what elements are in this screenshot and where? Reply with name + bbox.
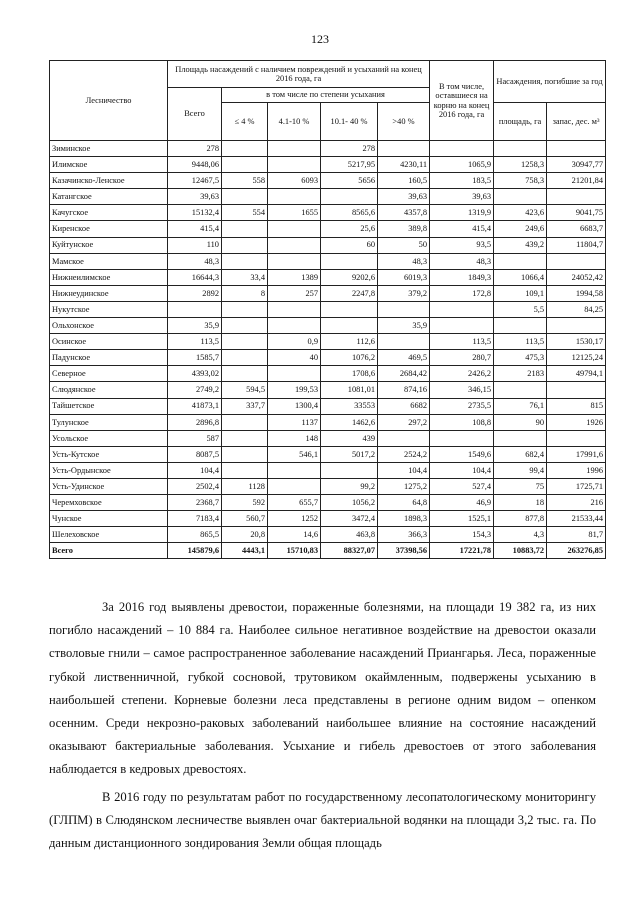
value-cell: 48,3 <box>378 253 430 269</box>
value-cell: 5,5 <box>494 301 547 317</box>
value-cell: 9041,75 <box>547 205 606 221</box>
value-cell: 113,5 <box>168 334 222 350</box>
forestry-name-cell: Мамское <box>50 253 168 269</box>
table-row <box>50 430 606 446</box>
forestry-name-cell: Шелеховское <box>50 527 168 543</box>
forestry-damage-table <box>49 60 606 559</box>
value-cell <box>222 157 268 173</box>
value-cell: 4443,1 <box>222 543 268 559</box>
value-cell: 346,15 <box>430 382 494 398</box>
value-cell: 199,53 <box>268 382 321 398</box>
paragraph-monitoring <box>49 786 596 856</box>
table-row <box>50 478 606 494</box>
table-row <box>50 398 606 414</box>
forestry-name-cell: Тайшетское <box>50 398 168 414</box>
value-cell: 6683,7 <box>547 221 606 237</box>
value-cell: 21533,44 <box>547 511 606 527</box>
value-cell: 14,6 <box>268 527 321 543</box>
value-cell: 366,3 <box>378 527 430 543</box>
table-row <box>50 495 606 511</box>
value-cell: 99,4 <box>494 462 547 478</box>
value-cell: 12467,5 <box>168 173 222 189</box>
paragraph-diseases <box>49 596 596 782</box>
value-cell <box>430 318 494 334</box>
value-cell: 1898,3 <box>378 511 430 527</box>
value-cell: 594,5 <box>222 382 268 398</box>
value-cell <box>222 446 268 462</box>
value-cell <box>222 430 268 446</box>
value-cell: 76,1 <box>494 398 547 414</box>
forestry-name-cell: Тулунское <box>50 414 168 430</box>
value-cell: 877,8 <box>494 511 547 527</box>
value-cell <box>494 141 547 157</box>
value-cell: 113,5 <box>494 334 547 350</box>
value-cell: 81,7 <box>547 527 606 543</box>
value-cell: 587 <box>168 430 222 446</box>
value-cell: 2896,8 <box>168 414 222 430</box>
value-cell: 4357,8 <box>378 205 430 221</box>
header-degree-2: 4.1-10 % <box>268 103 321 141</box>
table-row <box>50 301 606 317</box>
header-total: Всего <box>168 88 222 141</box>
table-row <box>50 511 606 527</box>
value-cell <box>430 141 494 157</box>
value-cell: 2502,4 <box>168 478 222 494</box>
value-cell: 172,8 <box>430 285 494 301</box>
value-cell: 463,8 <box>321 527 378 543</box>
value-cell: 1137 <box>268 414 321 430</box>
value-cell: 1996 <box>547 462 606 478</box>
value-cell: 39,63 <box>378 189 430 205</box>
value-cell: 280,7 <box>430 350 494 366</box>
value-cell <box>378 334 430 350</box>
value-cell <box>268 141 321 157</box>
value-cell: 10883,72 <box>494 543 547 559</box>
paragraph-monitoring-text: В 2016 году по результатам работ по государственному лесопатологическому мониторингу (ГЛПМ) в Слюдянском лесничестве выявлен очаг бактериальной водянки на площади 3,2 тыс. га. По данным дистанционного зондирования Земли общая площадь <box>49 790 596 851</box>
page-number: 123 <box>311 32 329 46</box>
value-cell <box>268 221 321 237</box>
value-cell: 1462,6 <box>321 414 378 430</box>
value-cell: 108,8 <box>430 414 494 430</box>
value-cell: 4393,02 <box>168 366 222 382</box>
value-cell: 75 <box>494 478 547 494</box>
value-cell <box>494 382 547 398</box>
value-cell: 30947,77 <box>547 157 606 173</box>
value-cell: 40 <box>268 350 321 366</box>
value-cell <box>268 189 321 205</box>
forestry-name-cell: Падунское <box>50 350 168 366</box>
value-cell <box>222 318 268 334</box>
value-cell: 24052,42 <box>547 269 606 285</box>
value-cell <box>321 301 378 317</box>
value-cell: 415,4 <box>430 221 494 237</box>
forestry-name-cell: Катангское <box>50 189 168 205</box>
value-cell: 88327,07 <box>321 543 378 559</box>
table-row <box>50 141 606 157</box>
value-cell: 655,7 <box>268 495 321 511</box>
value-cell <box>430 301 494 317</box>
value-cell: 18 <box>494 495 547 511</box>
value-cell <box>222 334 268 350</box>
table-row <box>50 173 606 189</box>
forestry-name-cell: Нукутское <box>50 301 168 317</box>
table-row <box>50 334 606 350</box>
value-cell: 49794,1 <box>547 366 606 382</box>
value-cell: 4230,11 <box>378 157 430 173</box>
value-cell: 15710,83 <box>268 543 321 559</box>
value-cell: 1708,6 <box>321 366 378 382</box>
value-cell: 8087,5 <box>168 446 222 462</box>
table-row <box>50 446 606 462</box>
value-cell: 16644,3 <box>168 269 222 285</box>
value-cell: 33,4 <box>222 269 268 285</box>
paragraph-diseases-text: За 2016 год выявлены древостои, пораженные болезнями, на площади 19 382 га, из них погибло насаждений – 10 884 га. Наиболее сильное негативное воздействие на древостои оказали стволовые гнили – самое распространенное заболевание насаждений Приангарья. Леса, пораженные губкой лиственничной, губкой сосновой, трутовиком окаймленным, подвержены усыханию в наибольшей степени. Корневые болезни леса представлены в регионе одним видом – опенком осенним. Среди некрозно-раковых заболеваний наибольшее влияние на состояние насаждений оказывают бактериальные заболевания. Усыхание и гибель древостоев от этого заболевания наблюдается в кедровых древостоях. <box>49 600 596 777</box>
value-cell <box>494 318 547 334</box>
value-cell: 1081,01 <box>321 382 378 398</box>
table-row <box>50 350 606 366</box>
value-cell: 2183 <box>494 366 547 382</box>
value-cell: 37398,56 <box>378 543 430 559</box>
value-cell <box>222 301 268 317</box>
value-cell: 560,7 <box>222 511 268 527</box>
value-cell <box>547 253 606 269</box>
value-cell: 64,8 <box>378 495 430 511</box>
header-degree-3: 10.1- 40 % <box>321 103 378 141</box>
value-cell: 109,1 <box>494 285 547 301</box>
header-dead-area: площадь, га <box>494 103 547 141</box>
value-cell <box>222 141 268 157</box>
value-cell <box>222 221 268 237</box>
value-cell: 99,2 <box>321 478 378 494</box>
value-cell: 84,25 <box>547 301 606 317</box>
value-cell: 104,4 <box>378 462 430 478</box>
table-row <box>50 285 606 301</box>
value-cell: 1258,3 <box>494 157 547 173</box>
value-cell <box>268 237 321 253</box>
value-cell: 6682 <box>378 398 430 414</box>
value-cell: 21201,84 <box>547 173 606 189</box>
value-cell: 112,6 <box>321 334 378 350</box>
value-cell <box>494 430 547 446</box>
value-cell: 1128 <box>222 478 268 494</box>
value-cell: 160,5 <box>378 173 430 189</box>
value-cell: 527,4 <box>430 478 494 494</box>
forestry-name-cell: Усть-Удинское <box>50 478 168 494</box>
value-cell: 1389 <box>268 269 321 285</box>
value-cell <box>268 462 321 478</box>
value-cell: 35,9 <box>168 318 222 334</box>
value-cell <box>378 430 430 446</box>
value-cell: 4,3 <box>494 527 547 543</box>
value-cell: 145879,6 <box>168 543 222 559</box>
value-cell: 1056,2 <box>321 495 378 511</box>
value-cell: 48,3 <box>168 253 222 269</box>
forestry-name-cell: Киренское <box>50 221 168 237</box>
table-row <box>50 414 606 430</box>
value-cell <box>494 253 547 269</box>
value-cell: 592 <box>222 495 268 511</box>
value-cell <box>547 430 606 446</box>
value-cell: 439,2 <box>494 237 547 253</box>
value-cell: 35,9 <box>378 318 430 334</box>
header-forestry: Лесничество <box>50 61 168 141</box>
value-cell: 469,5 <box>378 350 430 366</box>
value-cell: 278 <box>321 141 378 157</box>
value-cell: 1319,9 <box>430 205 494 221</box>
header-area-group: Площадь насаждений с наличием повреждений и усыханий на конец 2016 года, га <box>168 61 430 88</box>
value-cell: 1725,71 <box>547 478 606 494</box>
value-cell <box>378 141 430 157</box>
table-row <box>50 527 606 543</box>
value-cell <box>321 189 378 205</box>
value-cell: 278 <box>168 141 222 157</box>
value-cell: 558 <box>222 173 268 189</box>
value-cell <box>430 430 494 446</box>
value-cell <box>268 253 321 269</box>
value-cell: 1252 <box>268 511 321 527</box>
forestry-name-cell: Нижнеилимское <box>50 269 168 285</box>
value-cell: 2749,2 <box>168 382 222 398</box>
table-row <box>50 318 606 334</box>
value-cell: 1994,58 <box>547 285 606 301</box>
value-cell: 216 <box>547 495 606 511</box>
value-cell: 104,4 <box>168 462 222 478</box>
value-cell: 8565,6 <box>321 205 378 221</box>
table-row <box>50 189 606 205</box>
value-cell: 2426,2 <box>430 366 494 382</box>
header-dead-stock: запас, дес. м³ <box>547 103 606 141</box>
value-cell: 11804,7 <box>547 237 606 253</box>
table-row <box>50 269 606 285</box>
value-cell: 12125,24 <box>547 350 606 366</box>
value-cell: 6093 <box>268 173 321 189</box>
header-degree-1: ≤ 4 % <box>222 103 268 141</box>
value-cell: 2524,2 <box>378 446 430 462</box>
value-cell: 1849,3 <box>430 269 494 285</box>
value-cell <box>321 462 378 478</box>
value-cell: 7183,4 <box>168 511 222 527</box>
value-cell: 60 <box>321 237 378 253</box>
value-cell: 2247,8 <box>321 285 378 301</box>
value-cell: 5217,95 <box>321 157 378 173</box>
value-cell: 389,8 <box>378 221 430 237</box>
value-cell <box>222 350 268 366</box>
table-row <box>50 382 606 398</box>
value-cell: 46,9 <box>430 495 494 511</box>
value-cell: 48,3 <box>430 253 494 269</box>
value-cell: 1065,9 <box>430 157 494 173</box>
forestry-name-cell: Всего <box>50 543 168 559</box>
value-cell <box>321 318 378 334</box>
table-row <box>50 237 606 253</box>
value-cell <box>222 189 268 205</box>
table-row <box>50 462 606 478</box>
forestry-name-cell: Северное <box>50 366 168 382</box>
value-cell <box>222 237 268 253</box>
forestry-name-cell: Нижнеудинское <box>50 285 168 301</box>
value-cell: 1300,4 <box>268 398 321 414</box>
forestry-name-cell: Осинское <box>50 334 168 350</box>
value-cell: 2684,42 <box>378 366 430 382</box>
value-cell: 90 <box>494 414 547 430</box>
value-cell: 815 <box>547 398 606 414</box>
value-cell: 3472,4 <box>321 511 378 527</box>
value-cell: 682,4 <box>494 446 547 462</box>
forestry-name-cell: Чунское <box>50 511 168 527</box>
value-cell: 41873,1 <box>168 398 222 414</box>
value-cell: 415,4 <box>168 221 222 237</box>
value-cell: 17221,78 <box>430 543 494 559</box>
forestry-name-cell: Усть-Ордынское <box>50 462 168 478</box>
value-cell <box>378 301 430 317</box>
value-cell: 1926 <box>547 414 606 430</box>
value-cell: 1585,7 <box>168 350 222 366</box>
header-remaining: В том числе, оставшиеся на корню на конец 2016 года, га <box>430 61 494 141</box>
value-cell: 423,6 <box>494 205 547 221</box>
value-cell: 5017,2 <box>321 446 378 462</box>
value-cell: 1076,2 <box>321 350 378 366</box>
value-cell <box>268 318 321 334</box>
value-cell: 17991,6 <box>547 446 606 462</box>
value-cell: 2368,7 <box>168 495 222 511</box>
value-cell: 33553 <box>321 398 378 414</box>
value-cell: 113,5 <box>430 334 494 350</box>
value-cell <box>268 366 321 382</box>
value-cell: 8 <box>222 285 268 301</box>
value-cell: 263276,85 <box>547 543 606 559</box>
forestry-name-cell: Усть-Кутское <box>50 446 168 462</box>
value-cell: 25,6 <box>321 221 378 237</box>
value-cell: 15132,4 <box>168 205 222 221</box>
value-cell <box>547 318 606 334</box>
value-cell: 6019,3 <box>378 269 430 285</box>
forestry-name-cell: Илимское <box>50 157 168 173</box>
value-cell: 93,5 <box>430 237 494 253</box>
value-cell: 5656 <box>321 173 378 189</box>
table-row <box>50 157 606 173</box>
value-cell: 439 <box>321 430 378 446</box>
value-cell <box>547 141 606 157</box>
header-degree-4: >40 % <box>378 103 430 141</box>
value-cell <box>321 253 378 269</box>
value-cell: 1530,17 <box>547 334 606 350</box>
value-cell <box>168 301 222 317</box>
value-cell: 0,9 <box>268 334 321 350</box>
value-cell: 148 <box>268 430 321 446</box>
forestry-name-cell: Слюдянское <box>50 382 168 398</box>
value-cell: 249,6 <box>494 221 547 237</box>
value-cell: 9202,6 <box>321 269 378 285</box>
forestry-name-cell: Усольское <box>50 430 168 446</box>
value-cell: 1549,6 <box>430 446 494 462</box>
value-cell: 257 <box>268 285 321 301</box>
forestry-name-cell: Казачинско-Ленское <box>50 173 168 189</box>
value-cell: 379,2 <box>378 285 430 301</box>
value-cell: 110 <box>168 237 222 253</box>
value-cell: 874,16 <box>378 382 430 398</box>
value-cell: 9448,06 <box>168 157 222 173</box>
value-cell: 1525,1 <box>430 511 494 527</box>
value-cell: 104,4 <box>430 462 494 478</box>
value-cell: 1655 <box>268 205 321 221</box>
forestry-name-cell: Качугское <box>50 205 168 221</box>
value-cell: 1066,4 <box>494 269 547 285</box>
forestry-name-cell: Черемховское <box>50 495 168 511</box>
value-cell: 475,3 <box>494 350 547 366</box>
value-cell: 50 <box>378 237 430 253</box>
value-cell <box>547 382 606 398</box>
header-degree-group: в том числе по степени усыхания <box>222 88 430 103</box>
value-cell <box>268 157 321 173</box>
table-row <box>50 205 606 221</box>
table-body <box>50 141 606 559</box>
total-row <box>50 543 606 559</box>
value-cell <box>268 478 321 494</box>
value-cell: 758,3 <box>494 173 547 189</box>
table-row <box>50 253 606 269</box>
value-cell: 865,5 <box>168 527 222 543</box>
value-cell: 546,1 <box>268 446 321 462</box>
forestry-name-cell: Куйтунское <box>50 237 168 253</box>
value-cell: 39,63 <box>430 189 494 205</box>
value-cell: 2735,5 <box>430 398 494 414</box>
value-cell <box>494 189 547 205</box>
value-cell: 154,3 <box>430 527 494 543</box>
header-dead-group: Насаждения, погибшие за год <box>494 61 606 103</box>
forestry-name-cell: Ольхонское <box>50 318 168 334</box>
value-cell <box>222 462 268 478</box>
value-cell: 297,2 <box>378 414 430 430</box>
value-cell: 183,5 <box>430 173 494 189</box>
value-cell <box>547 189 606 205</box>
value-cell <box>222 253 268 269</box>
value-cell <box>222 414 268 430</box>
forestry-name-cell: Зиминское <box>50 141 168 157</box>
value-cell: 20,8 <box>222 527 268 543</box>
value-cell <box>222 366 268 382</box>
value-cell <box>268 301 321 317</box>
value-cell: 2892 <box>168 285 222 301</box>
table-row <box>50 366 606 382</box>
value-cell: 554 <box>222 205 268 221</box>
table-row <box>50 221 606 237</box>
value-cell: 1275,2 <box>378 478 430 494</box>
value-cell: 39,63 <box>168 189 222 205</box>
value-cell: 337,7 <box>222 398 268 414</box>
